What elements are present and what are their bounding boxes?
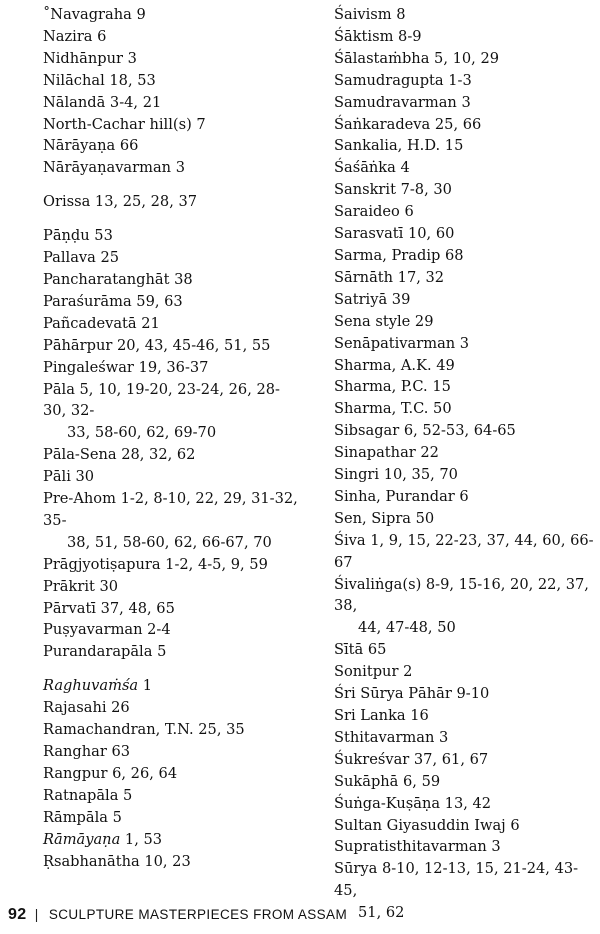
index-entry-text: Sthitavarman 3	[334, 728, 449, 746]
index-entry-text: Sultan Giyasuddin Iwaj 6	[334, 816, 520, 834]
index-entry-text: Ranghar 63	[43, 743, 131, 760]
index-entry	[334, 355, 596, 377]
index-entry-text: Orissa 13, 25, 28, 37	[43, 193, 198, 211]
index-entry	[43, 719, 298, 741]
index-entry	[43, 619, 298, 641]
index-entry	[334, 639, 596, 661]
index-entry	[334, 398, 596, 420]
index-entry-text: Sanskrit 7-8, 30	[334, 181, 452, 199]
index-entry	[334, 420, 596, 442]
index-entry	[334, 48, 596, 70]
index-entry	[43, 157, 298, 179]
index-entry	[43, 851, 298, 873]
index-entry-text: Sonitpur 2	[334, 663, 413, 681]
index-entry-text: Rajasahi 26	[43, 699, 130, 717]
index-entry-text: Nazira 6	[43, 27, 107, 45]
index-entry-text: Rāmāyaṇa	[43, 830, 121, 848]
index-entry	[43, 379, 298, 445]
index-entry	[43, 92, 298, 114]
index-entry-text: Nilāchal 18, 53	[43, 71, 156, 89]
index-entry	[43, 488, 298, 554]
index-entry	[334, 179, 596, 201]
index-entry-text: Samudravarman 3	[334, 93, 471, 111]
index-entry	[43, 48, 298, 70]
index-entry-text: Ramachandran, T.N. 25, 35	[43, 721, 245, 739]
index-entry-text: Pañcadevatā 21	[43, 314, 160, 332]
index-entry-text: Sukāphā 6, 59	[334, 772, 441, 790]
index-entry	[334, 114, 596, 136]
index-entry-text: Śukreśvar 37, 61, 67	[334, 750, 489, 768]
index-entry	[43, 675, 298, 697]
index-column-left	[43, 4, 298, 872]
index-entry	[43, 697, 298, 719]
index-entry	[334, 26, 596, 48]
index-entry	[43, 26, 298, 48]
index-entry-text: Ratnapāla 5	[43, 786, 133, 804]
index-entry	[334, 486, 596, 508]
index-entry-text: Puṣyavarman 2-4	[43, 621, 171, 639]
index-entry	[334, 70, 596, 92]
index-entry	[334, 135, 596, 157]
index-entry-text: Śaśāṅka 4	[334, 159, 410, 177]
index-entry-text: Supratisthitavarman 3	[334, 838, 501, 856]
index-entry-text: Śaivism 8	[334, 6, 406, 23]
index-entry-text: Pingaleśwar 19, 36-37	[43, 358, 209, 376]
index-entry	[334, 574, 596, 640]
index-entry-text: Nālandā 3-4, 21	[43, 93, 162, 111]
index-entry	[334, 442, 596, 464]
index-entry-text: Sri Lanka 16	[334, 707, 429, 724]
index-entry	[334, 683, 596, 705]
index-entry	[334, 157, 596, 179]
index-entry-text: Śuṅga-Kuṣāṇa 13, 42	[334, 794, 492, 812]
running-title: SCULPTURE MASTERPIECES FROM ASSAM	[48, 907, 348, 922]
index-entry-text: Sarma, Pradip 68	[334, 246, 464, 264]
index-entry-text: Pāla-Sena 28, 32, 62	[43, 446, 196, 464]
index-entry-text: Sibsagar 6, 52-53, 64-65	[334, 422, 516, 440]
index-entry-text: Sūrya 8-10, 12-13, 15, 21-24, 43-45,	[334, 860, 579, 900]
index-entry-text: Śaṅkaradeva 25, 66	[334, 115, 482, 133]
index-entry-continuation: 44, 47-48, 50	[358, 619, 456, 637]
index-entry	[43, 641, 298, 663]
footer-separator: |	[34, 907, 39, 922]
index-entry-text: Sarasvatī 10, 60	[334, 225, 455, 243]
index-entry	[43, 114, 298, 136]
index-entry-text: Sankalia, H.D. 15	[334, 137, 464, 155]
page-number: 92	[8, 906, 27, 923]
index-entry-text: Sharma, T.C. 50	[334, 400, 452, 418]
index-entry-text: Śiva 1, 9, 15, 22-23, 37, 44, 60, 66-67	[334, 531, 594, 571]
index-entry	[43, 807, 298, 829]
index-entry-text: Saraideo 6	[334, 203, 414, 221]
index-entry-text: ˚Navagraha 9	[43, 6, 146, 23]
index-entry-text: Pāla 5, 10, 19-20, 23-24, 26, 28-30, 32-	[43, 380, 280, 420]
index-entry-text: Raghuvaṁśa	[43, 677, 139, 695]
index-entry-text: Sītā 65	[334, 641, 387, 659]
index-entry-text: Paraśurāma 59, 63	[43, 292, 183, 310]
index-entry	[334, 836, 596, 858]
index-entry-continuation: 38, 51, 58-60, 62, 66-67, 70	[67, 533, 272, 551]
index-entry	[43, 763, 298, 785]
index-entry	[43, 291, 298, 313]
index-entry-text: Pāli 30	[43, 468, 95, 486]
index-entry	[43, 335, 298, 357]
index-entry-continuation: 51, 62	[358, 904, 405, 922]
index-entry	[334, 311, 596, 333]
index-entry	[43, 598, 298, 620]
index-entry	[334, 705, 596, 727]
index-entry	[334, 793, 596, 815]
index-entry-text: Senāpativarman 3	[334, 334, 470, 352]
index-entry	[334, 661, 596, 683]
index-entry-text: Prāgjyotiṣapura 1-2, 4-5, 9, 59	[43, 555, 268, 573]
index-entry	[334, 289, 596, 311]
index-entry-text: Sharma, A.K. 49	[334, 356, 455, 374]
index-entry	[334, 223, 596, 245]
index-entry-text: Nārāyaṇavarman 3	[43, 159, 185, 177]
index-entry-pages: 1	[138, 677, 153, 695]
index-entry-text: Pāhārpur 20, 43, 45-46, 51, 55	[43, 336, 271, 354]
index-entry	[43, 225, 298, 247]
index-entry	[43, 741, 298, 763]
index-entry	[334, 858, 596, 924]
index-entry	[43, 247, 298, 269]
index-entry-text: Sinapathar 22	[334, 444, 439, 462]
index-entry-continuation: 33, 58-60, 62, 69-70	[67, 424, 217, 442]
index-entry	[334, 4, 596, 26]
index-entry	[43, 135, 298, 157]
index-entry-text: Ṛsabhanātha 10, 23	[43, 852, 191, 870]
index-entry	[43, 70, 298, 92]
index-column-right	[334, 4, 596, 924]
index-entry	[334, 333, 596, 355]
index-entry	[43, 191, 298, 213]
index-entry-text: Nidhānpur 3	[43, 49, 137, 67]
index-entry	[334, 201, 596, 223]
index-entry	[334, 530, 596, 574]
index-entry	[334, 464, 596, 486]
index-entry	[43, 313, 298, 335]
index-entry	[334, 376, 596, 398]
index-entry	[334, 92, 596, 114]
index-entry-text: Sārnāth 17, 32	[334, 268, 445, 286]
index-entry-text: Singri 10, 35, 70	[334, 466, 458, 484]
index-entry-text: Purandarapāla 5	[43, 643, 167, 661]
index-entry	[43, 4, 298, 26]
index-entry-text: Pārvatī 37, 48, 65	[43, 599, 175, 617]
index-entry-text: Śivaliṅga(s) 8-9, 15-16, 20, 22, 37, 38,	[334, 575, 589, 615]
index-entry-text: Nārāyaṇa 66	[43, 137, 139, 155]
index-entry	[334, 749, 596, 771]
index-entry-text: North-Cachar hill(s) 7	[43, 115, 206, 133]
index-entry-text: Sharma, P.C. 15	[334, 378, 451, 396]
index-entry	[334, 245, 596, 267]
index-entry-text: Sen, Sipra 50	[334, 509, 435, 527]
index-entry-text: Pallava 25	[43, 249, 120, 267]
index-entry-text: Śri Sūrya Pāhār 9-10	[334, 685, 490, 703]
index-entry	[43, 466, 298, 488]
index-entry	[334, 508, 596, 530]
index-entry-text: Sena style 29	[334, 312, 434, 330]
index-entry	[43, 576, 298, 598]
index-entry-text: Prākrit 30	[43, 577, 119, 595]
index-entry-text: Pre-Ahom 1-2, 8-10, 22, 29, 31-32, 35-	[43, 490, 298, 529]
index-entry	[334, 771, 596, 793]
index-entry-text: Rangpur 6, 26, 64	[43, 764, 178, 782]
index-entry-text: Sinha, Purandar 6	[334, 487, 469, 505]
index-entry-text: Śāktism 8-9	[334, 27, 422, 45]
index-entry-text: Satriyā 39	[334, 290, 411, 308]
index-entry	[334, 727, 596, 749]
page-footer	[8, 906, 347, 924]
index-entry-text: Śālastaṁbha 5, 10, 29	[334, 49, 500, 67]
index-entry-pages: 1, 53	[120, 830, 163, 848]
index-entry	[43, 357, 298, 379]
index-entry	[43, 269, 298, 291]
index-entry	[43, 444, 298, 466]
index-entry	[334, 815, 596, 837]
index-entry	[334, 267, 596, 289]
index-entry-text: Samudragupta 1-3	[334, 71, 472, 89]
index-entry	[43, 829, 298, 851]
index-entry-text: Rāmpāla 5	[43, 808, 122, 826]
index-entry	[43, 554, 298, 576]
index-entry-text: Pancharatanghāt 38	[43, 270, 193, 288]
index-entry-text: Pāṇḍu 53	[43, 227, 113, 245]
index-entry	[43, 785, 298, 807]
